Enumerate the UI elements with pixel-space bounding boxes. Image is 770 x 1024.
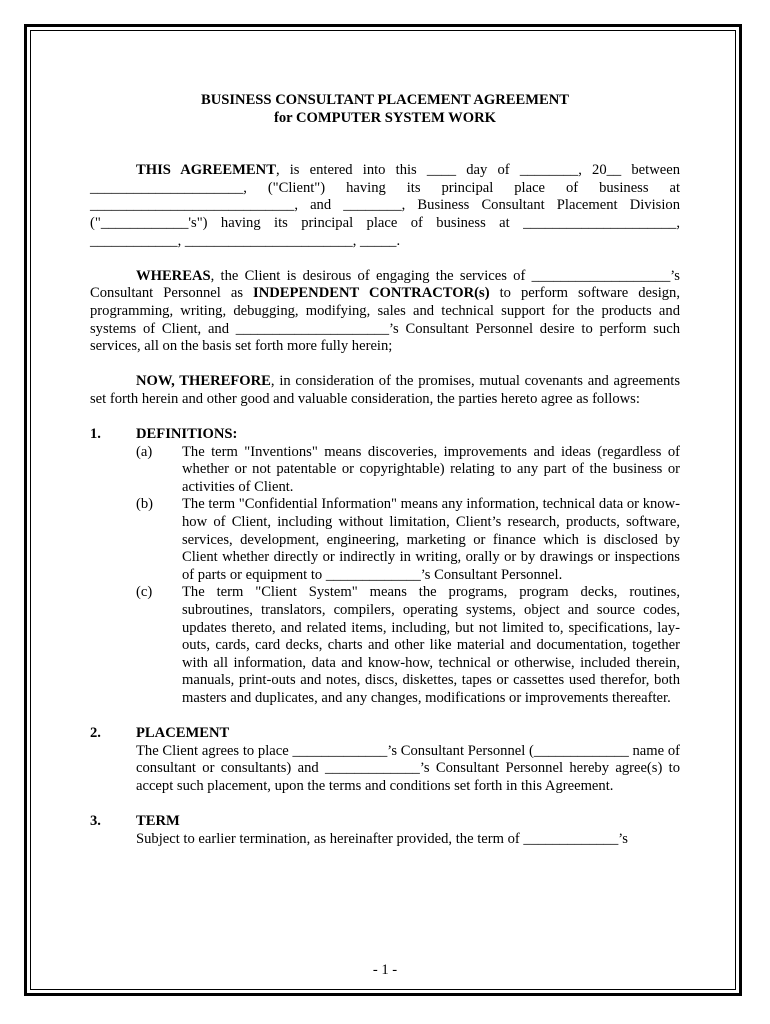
spacer bbox=[90, 409, 680, 427]
item-text: The term "Client System" means the programs, program decks, routines, subroutines, translators, compilers, operating systems, object and source codes, updates thereto, and related items, including, but not limited to, specifications, lay-outs, cards, card decks, charts and other like material and documentation, together with all information, data and know-how, technical or otherwise, included therein, manuals, print-outs and notes, discs, diskettes, tapes or cassettes used therefor, both masters and duplicates, and any changes, modifications or improvements thereafter. bbox=[182, 584, 680, 706]
whereas-bold-mid: INDEPENDENT CONTRACTOR(s) bbox=[253, 285, 490, 302]
intro-paragraph bbox=[90, 162, 680, 250]
page-number: - 1 - bbox=[372, 962, 398, 978]
section-3-heading bbox=[90, 813, 680, 831]
section-2-heading bbox=[90, 725, 680, 743]
whereas-paragraph bbox=[90, 268, 680, 356]
item-label: (b) bbox=[136, 496, 154, 513]
spacer bbox=[90, 796, 680, 814]
now-therefore-paragraph bbox=[90, 373, 680, 408]
section-1-heading bbox=[90, 426, 680, 444]
whereas-lead: WHEREAS bbox=[136, 267, 211, 284]
now-therefore-text: , in consideration of the promises, mutual covenants and agreements set forth herein and other good and valuable consideration, the parties hereto agree as follows: bbox=[90, 373, 680, 407]
document-body bbox=[90, 92, 680, 848]
spacer bbox=[90, 250, 680, 268]
whereas-text-b: to perform software design, programming, writing, debugging, modifying, sales and technical support for the products and systems of Client, and _____________________’s Consultant Personnel desire to perform such services, all on the basis set forth more fully herein; bbox=[90, 285, 680, 355]
item-text: The term "Inventions" means discoveries, improvements and ideas (regardless of whether or not patentable or copyrightable) relating to any part of the business or activities of Client. bbox=[182, 443, 680, 495]
now-therefore-lead: NOW, THEREFORE bbox=[136, 373, 271, 390]
intro-text: , is entered into this ____ day of ________, 20__ between _____________________, ("Client") having its principal place of business at ____________________________, and ________, Business Consultant Placement Division ("____________'s") having its principal place of business at _____________________, ____________, _______________________, _____. bbox=[90, 162, 681, 249]
item-label: (a) bbox=[136, 443, 153, 460]
section-number: 3. bbox=[90, 813, 101, 830]
item-label: (c) bbox=[136, 584, 153, 601]
section-2-body: The Client agrees to place _____________’s Consultant Personnel (_____________ name of consultant or consultants) and _____________’s Consultant Personnel hereby agree(s) to accept such placement, upon the terms and conditions set forth in this Agreement. bbox=[136, 742, 680, 794]
section-number: 2. bbox=[90, 725, 101, 742]
section-number: 1. bbox=[90, 426, 101, 443]
section-title: DEFINITIONS: bbox=[136, 426, 238, 443]
item-text: The term "Confidential Information" means any information, technical data or know-how of Client, including without limitation, Client’s research, products, software, services, development, engineering, marketing or finance which is disclosed by Client whether directly or indirectly in writing, orally or by drawings or inspections of parts or equipment to _____________’s Consultant Personnel. bbox=[182, 496, 680, 583]
definition-item-a bbox=[90, 444, 680, 497]
section-title: TERM bbox=[136, 813, 180, 830]
spacer bbox=[90, 708, 680, 726]
section-title: PLACEMENT bbox=[136, 725, 230, 742]
definition-item-c bbox=[90, 584, 680, 707]
document-title-line1: BUSINESS CONSULTANT PLACEMENT AGREEMENT bbox=[200, 92, 570, 108]
whereas-text-a: , the Client is desirous of engaging the services of ___________________’s Consultant Personnel as bbox=[90, 267, 680, 302]
definition-item-b bbox=[90, 496, 680, 584]
section-3-body: Subject to earlier termination, as hereinafter provided, the term of _____________’s bbox=[136, 830, 628, 847]
spacer bbox=[90, 127, 680, 162]
spacer bbox=[90, 356, 680, 374]
intro-lead: THIS AGREEMENT bbox=[136, 162, 276, 179]
document-title-line2: for COMPUTER SYSTEM WORK bbox=[273, 109, 497, 126]
